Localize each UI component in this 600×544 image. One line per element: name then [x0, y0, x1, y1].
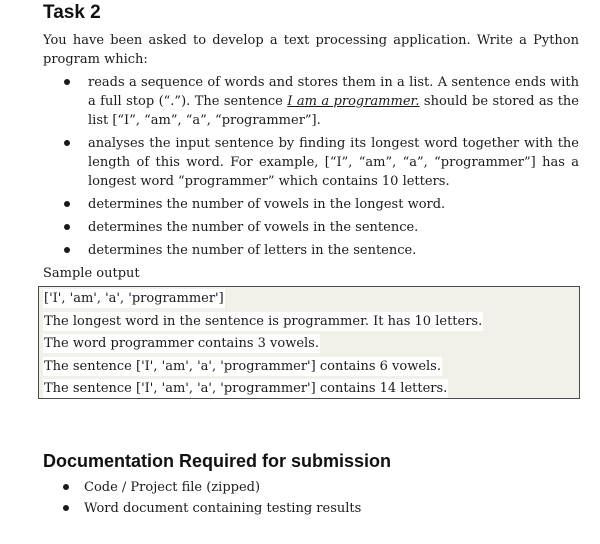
sample-output-label: Sample output: [43, 266, 140, 281]
requirement-text: determines the number of vowels in the sentence.: [88, 220, 419, 235]
sample-output-text: The longest word in the sentence is programmer. It has 10 letters.: [44, 314, 483, 329]
task-requirement-item: [43, 73, 579, 130]
requirement-text-after: should be stored as the list [“I”, “am”, “a”, “programmer”].: [88, 94, 579, 128]
sample-output-line: [43, 357, 442, 376]
documentation-item: [43, 499, 579, 518]
task-requirement-item: [43, 218, 579, 237]
bullet-icon: [63, 484, 69, 490]
documentation-title: Documentation Required for submission: [43, 451, 392, 471]
bullet-icon: [64, 79, 70, 85]
requirement-text-before: reads a sequence of words and stores them in a list. A sentence ends with a full stop (“.”). The sentence: [88, 75, 579, 109]
sample-output-text: The word programmer contains 3 vowels.: [44, 336, 319, 351]
task-title: Task 2: [43, 2, 101, 23]
example-sentence: I am a programmer.: [287, 94, 420, 109]
bullet-icon: [64, 247, 70, 253]
documentation-item: [43, 478, 579, 497]
sample-output-line: [43, 312, 483, 331]
sample-output-text: The sentence ['I', 'am', 'a', 'programmer'] contains 6 vowels.: [44, 359, 441, 374]
task-requirement-item: [43, 134, 579, 191]
requirement-text: determines the number of vowels in the longest word.: [88, 197, 446, 212]
bullet-icon: [64, 224, 70, 230]
bullet-icon: [63, 505, 69, 511]
documentation-item-text: Word document containing testing results: [84, 501, 362, 516]
documentation-item-text: Code / Project file (zipped): [84, 480, 261, 495]
requirement-text: determines the number of letters in the sentence.: [88, 243, 417, 258]
sample-output-line: [43, 289, 225, 308]
requirement-text: analyses the input sentence by finding its longest word together with the length of this word. For example, [“I”, “am”, “a”, “programmer”] has a longest word “programmer” which contains 10 letters.: [88, 136, 579, 189]
task-requirement-item: [43, 241, 579, 260]
task-requirements-list: [43, 73, 579, 264]
task-intro: You have been asked to develop a text processing application. Write a Python program which:: [43, 33, 579, 67]
bullet-icon: [64, 201, 70, 207]
task-requirement-item: [43, 195, 579, 214]
sample-output-line: [43, 379, 448, 398]
bullet-icon: [64, 140, 70, 146]
sample-output-text: The sentence ['I', 'am', 'a', 'programmer'] contains 14 letters.: [44, 381, 448, 396]
documentation-list: [43, 478, 579, 520]
sample-output-box: [38, 286, 580, 399]
sample-output-line: [43, 334, 320, 353]
sample-output-text: ['I', 'am', 'a', 'programmer']: [44, 291, 224, 306]
